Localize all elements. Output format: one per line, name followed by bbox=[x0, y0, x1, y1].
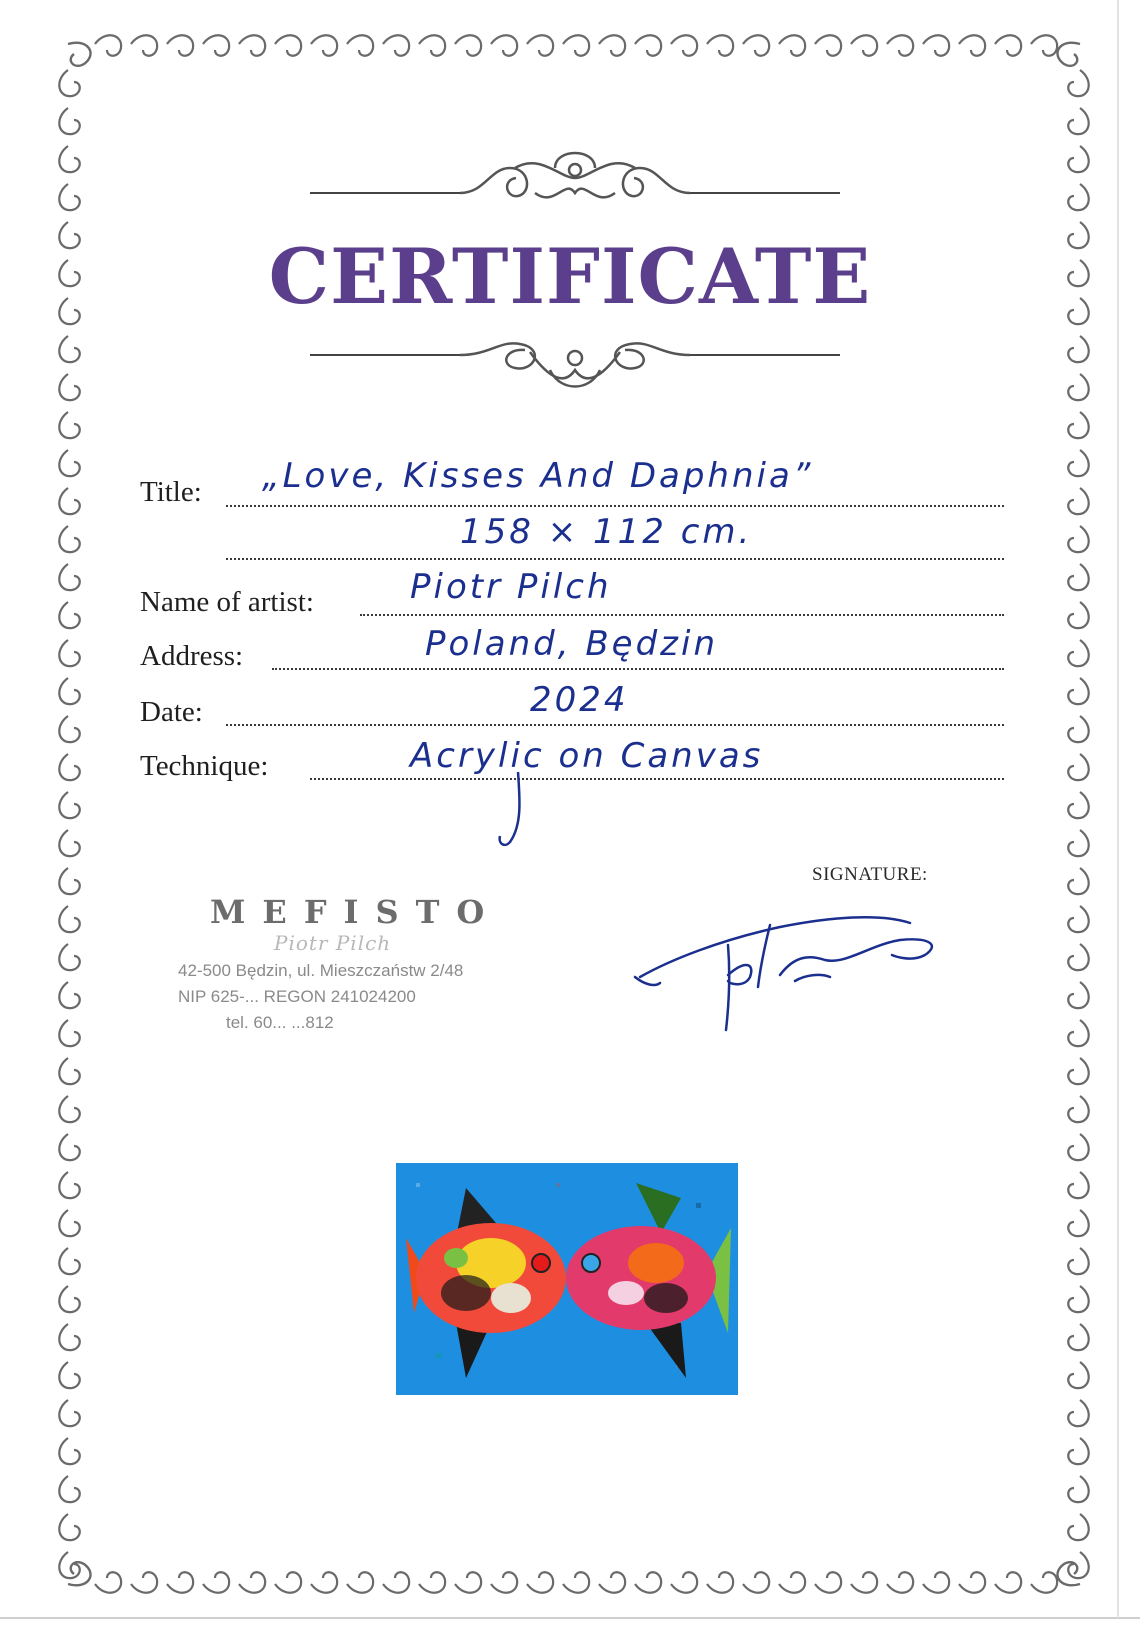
technique-label: Technique: bbox=[140, 750, 269, 782]
stamp-owner-name: Piotr Pilch bbox=[274, 931, 392, 955]
stamp-tax-line: NIP 625-... REGON 241024200 bbox=[178, 987, 416, 1006]
stamp-address-line: 42-500 Będzin, ul. Mieszczaństw 2/48 bbox=[178, 961, 464, 980]
address-label: Address: bbox=[140, 640, 244, 672]
title-label: Title: bbox=[140, 476, 202, 508]
date-label: Date: bbox=[140, 696, 203, 728]
artist-dotted-line bbox=[360, 614, 1004, 616]
handwriting-stroke bbox=[490, 770, 530, 850]
technique-value: Acrylic on Canvas bbox=[410, 736, 764, 776]
artwork-image bbox=[396, 1163, 738, 1395]
date-dotted-line bbox=[226, 724, 1004, 726]
technique-dotted-line bbox=[310, 778, 1004, 780]
title-dotted-line bbox=[226, 505, 1004, 507]
stamp-phone-line: tel. 60... ...812 bbox=[226, 1013, 334, 1032]
size-dotted-line bbox=[226, 558, 1004, 560]
title-underline-ornament bbox=[310, 330, 840, 400]
artist-label: Name of artist: bbox=[140, 586, 314, 618]
certificate-title: CERTIFICATE bbox=[268, 232, 872, 321]
handwritten-signature bbox=[630, 915, 980, 1035]
address-dotted-line bbox=[272, 668, 1004, 670]
date-value: 2024 bbox=[530, 680, 629, 720]
top-flourish-ornament bbox=[310, 148, 840, 228]
signature-label: SIGNATURE: bbox=[812, 864, 928, 885]
artist-value: Piotr Pilch bbox=[410, 567, 612, 607]
stamp-company-name: MEFISTO bbox=[210, 893, 502, 931]
address-value: Poland, Będzin bbox=[425, 624, 718, 664]
title-value: „Love, Kisses And Daphnia” bbox=[262, 456, 814, 496]
size-value: 158 × 112 cm. bbox=[460, 512, 753, 552]
company-stamp bbox=[174, 893, 534, 1043]
